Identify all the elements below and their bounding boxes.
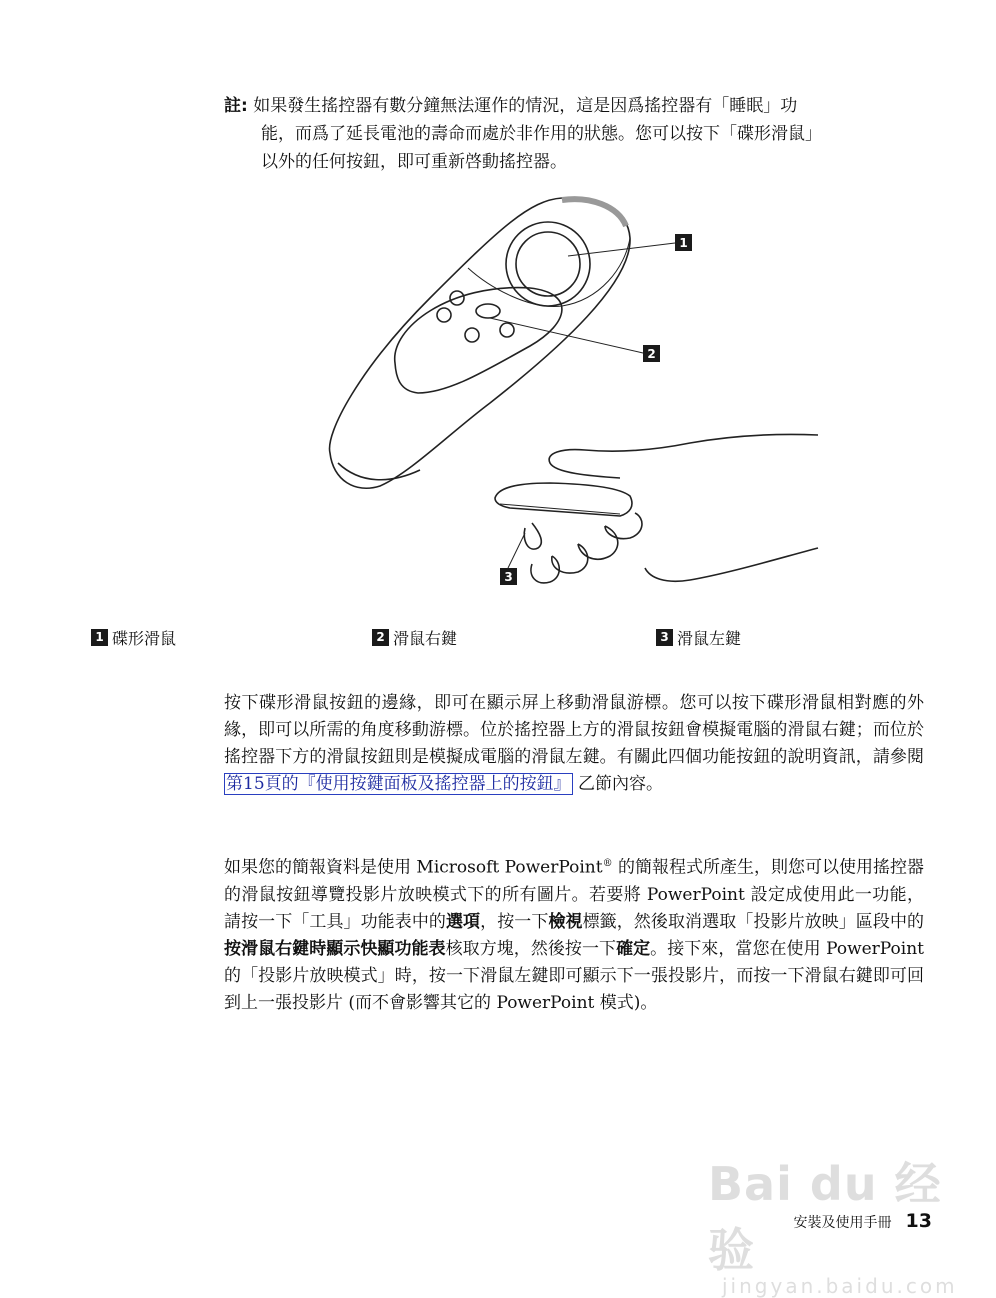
para2-text-4: 標籤，然後取消選取「投影片放映」區段中的 — [582, 911, 925, 932]
note-line-1 — [224, 92, 924, 120]
figure-marker-2: 2 — [647, 347, 656, 361]
cross-reference-link[interactable]: 第15頁的『使用按鍵面板及搖控器上的按鈕』 — [226, 774, 571, 794]
note-text-1: 如果發生搖控器有數分鐘無法運作的情況，這是因爲搖控器有「睡眠」功 — [253, 96, 798, 116]
para1-text-end: 乙節內容。 — [578, 774, 664, 794]
watermark-site: jingyan.baidu.com — [722, 1274, 958, 1298]
note-label: 註: — [224, 96, 248, 116]
bold-ok: 確定 — [616, 938, 651, 959]
legend-label-1: 碟形滑鼠 — [112, 629, 177, 648]
legend-number-3: 3 — [656, 629, 673, 646]
watermark-brand: Bai du 经验 — [708, 1157, 942, 1277]
para2-text-5: 核取方塊，然後按一下 — [445, 938, 617, 959]
legend-number-2: 2 — [372, 629, 389, 646]
legend-item-left-button — [656, 626, 741, 649]
paragraph-dish-mouse-usage — [224, 690, 924, 798]
para2-text-1: 如果您的簡報資料是使用 Microsoft PowerPoint — [224, 857, 603, 878]
note-line-3: 以外的任何按鈕，即可重新啓動搖控器。 — [261, 152, 567, 172]
footer-title: 安裝及使用手冊 — [793, 1215, 892, 1231]
registered-mark: ® — [602, 858, 613, 869]
note-block — [224, 92, 924, 176]
page-footer — [794, 1210, 932, 1232]
bold-right-click-option: 按滑鼠右鍵時顯示快顯功能表 — [224, 938, 446, 959]
legend-item-dish-mouse — [91, 626, 176, 649]
remote-control-illustration — [300, 188, 860, 608]
para2-text-3: ，按一下 — [480, 911, 549, 932]
para1-text: 按下碟形滑鼠按鈕的邊緣，即可在顯示屏上移動滑鼠游標。您可以按下碟形滑鼠相對應的外緣，即可以所需的角度移動游標。位於搖控器上方的滑鼠按鈕會模擬電腦的滑鼠右鍵；而位於搖控器下方的滑鼠按鈕則是模擬成電腦的滑鼠左鍵。有關此四個功能按鈕的說明資訊，請參閱 — [224, 693, 924, 767]
note-line-2: 能，而爲了延長電池的壽命而處於非作用的狀態。您可以按下「碟形滑鼠」 — [261, 124, 822, 144]
page-number: 13 — [905, 1210, 932, 1232]
paragraph-powerpoint — [224, 850, 924, 1017]
legend-label-3: 滑鼠左鍵 — [677, 629, 742, 648]
legend-number-1: 1 — [91, 629, 108, 646]
legend-item-right-button — [372, 626, 457, 649]
legend-label-2: 滑鼠右鍵 — [393, 629, 458, 648]
figure-marker-3: 3 — [504, 570, 513, 584]
figure-marker-1: 1 — [679, 236, 688, 250]
figure-callout-markers — [500, 234, 692, 585]
figure-legend — [0, 626, 996, 650]
bold-view: 檢視 — [548, 911, 583, 932]
para2-text-6: 。接下來，當您在使用 PowerPoint 的「投影片放映模式」時，按一下滑鼠左鍵即可顯示下一張投影片，而按一下滑鼠右鍵即可回到上一張投影片 (而不會影響其它的 PowerPoint 模式)。 — [224, 938, 925, 1013]
bold-options: 選項 — [445, 911, 481, 932]
para2-text-2: 的簡報程式所產生，則您可以使用搖控器的滑鼠按鈕導覽投影片放映模式下的所有圖片。若要將 PowerPoint 設定成使用此一功能，請按一下「工具」功能表中的 — [224, 857, 924, 932]
